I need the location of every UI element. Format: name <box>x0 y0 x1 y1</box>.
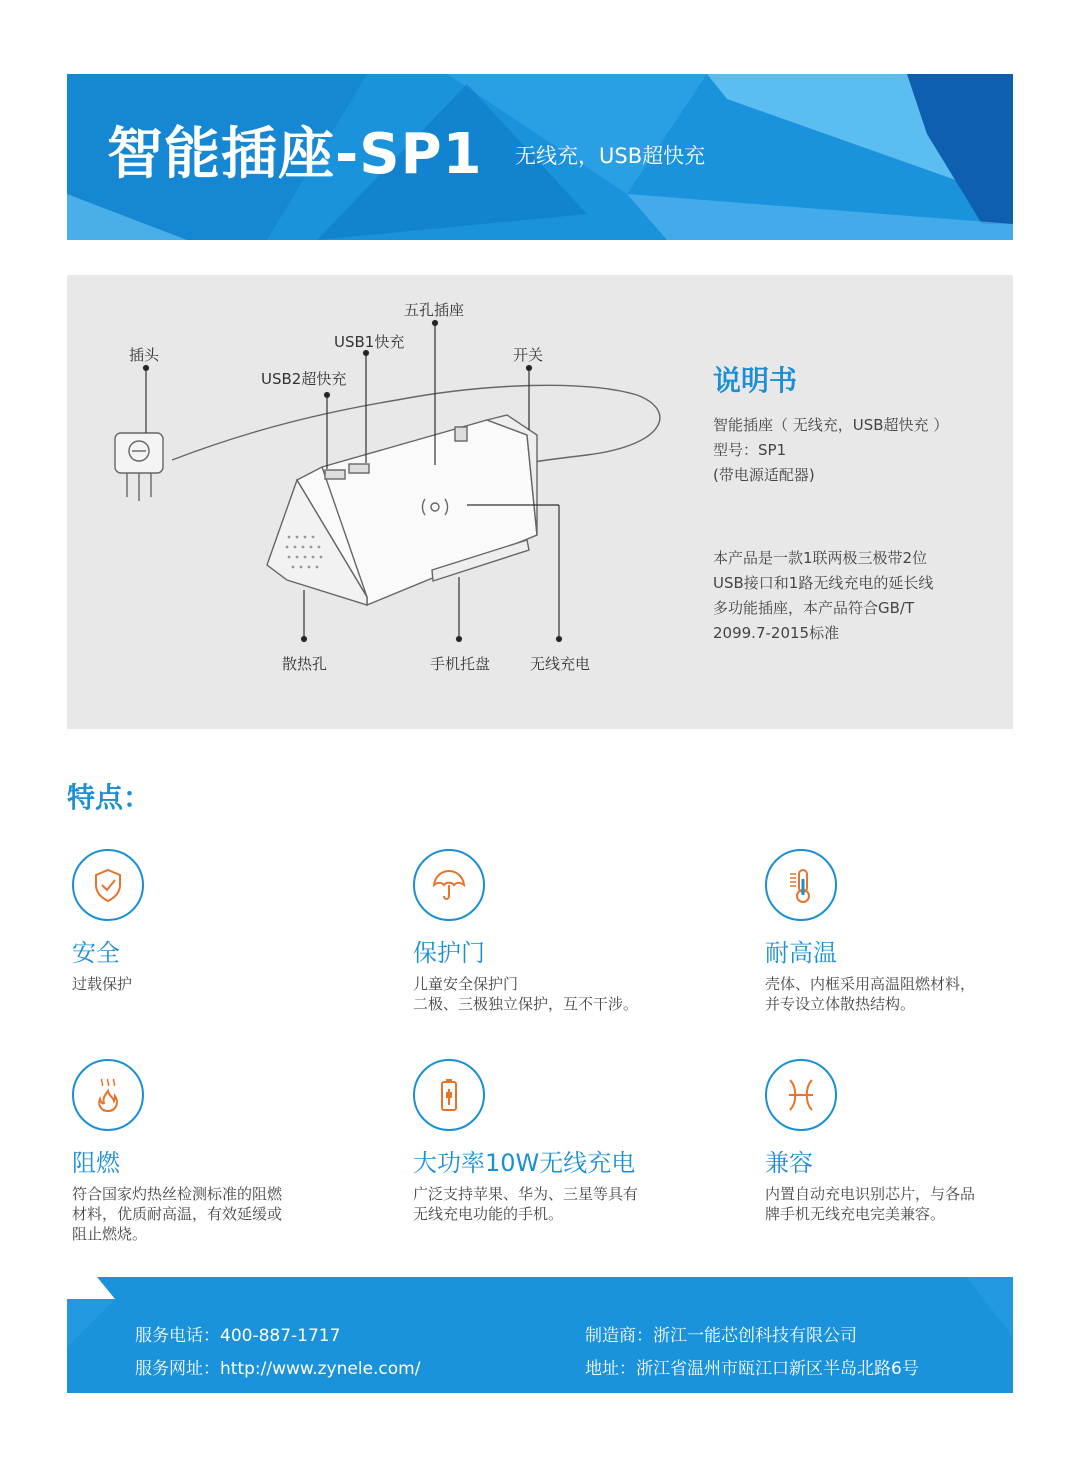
address: 地址：浙江省温州市瓯江口新区半岛北路6号 <box>585 1359 919 1379</box>
manual-description-line: 多功能插座，本产品符合GB/T <box>713 599 915 617</box>
feature-description-line: 阻止燃烧。 <box>72 1225 148 1243</box>
flame-icon <box>72 1059 144 1131</box>
manual-product-name: 智能插座（ 无线充，USB超快充 ） <box>713 416 949 434</box>
feature-description-line: 材料，优质耐高温，有效延缓或 <box>72 1205 283 1223</box>
feature-title: 兼容 <box>765 1149 813 1177</box>
feature-description-line: 二极、三极独立保护，互不干涉。 <box>413 995 639 1013</box>
feature-description <box>72 1184 372 1244</box>
feature-title: 大功率10W无线充电 <box>413 1149 636 1177</box>
battery-plug-icon <box>413 1059 485 1131</box>
label-five-hole-socket: 五孔插座 <box>404 301 465 319</box>
manual-title: 说明书 <box>713 364 798 397</box>
feature-title: 耐高温 <box>765 939 837 967</box>
label-usb1: USB1快充 <box>334 333 405 351</box>
label-switch: 开关 <box>513 346 544 364</box>
thermometer-icon <box>765 849 837 921</box>
feature-protective-door <box>413 849 713 1014</box>
product-diagram-panel <box>67 275 1013 729</box>
manufacturer: 制造商：浙江一能芯创科技有限公司 <box>585 1326 857 1346</box>
page-title: 智能插座-SP1 <box>107 122 483 187</box>
label-vent: 散热孔 <box>282 655 328 673</box>
label-usb2: USB2超快充 <box>261 370 347 388</box>
feature-description <box>765 1184 1065 1224</box>
feature-wireless-10w <box>413 1059 713 1224</box>
feature-description-line: 过载保护 <box>72 975 133 993</box>
feature-flame-retardant <box>72 1059 372 1244</box>
manual-description-line: 2099.7-2015标准 <box>713 624 840 642</box>
manual-description-line: 本产品是一款1联两极三极带2位 <box>713 549 928 567</box>
feature-title: 安全 <box>72 939 120 967</box>
label-wireless-charging: 无线充电 <box>530 655 591 673</box>
feature-description <box>72 974 372 994</box>
feature-description <box>765 974 1065 1014</box>
service-website[interactable]: 服务网址：http://www.zynele.com/ <box>135 1359 421 1379</box>
manual-description-line: USB接口和1路无线充电的延长线 <box>713 574 934 592</box>
feature-description-line: 内置自动充电识别芯片，与各品 <box>765 1185 976 1203</box>
feature-description <box>413 974 713 1014</box>
feature-description-line: 壳体、内框采用高温阻燃材料， <box>765 975 976 993</box>
feature-safety <box>72 849 372 994</box>
feature-description <box>413 1184 713 1224</box>
feature-description-line: 无线充电功能的手机。 <box>413 1205 564 1223</box>
feature-description-line: 牌手机无线充电完美兼容。 <box>765 1205 946 1223</box>
umbrella-icon <box>413 849 485 921</box>
label-phone-tray: 手机托盘 <box>430 655 491 673</box>
header-banner <box>67 74 1013 240</box>
feature-description-line: 并专设立体散热结构。 <box>765 995 916 1013</box>
manual-adapter-note: (带电源适配器) <box>713 466 815 484</box>
features-heading: 特点： <box>67 781 152 814</box>
feature-description-line: 广泛支持苹果、华为、三星等具有 <box>413 1185 639 1203</box>
feature-heat-resistant <box>765 849 1065 1014</box>
feature-title: 阻燃 <box>72 1149 120 1177</box>
compatible-icon <box>765 1059 837 1131</box>
feature-compatibility <box>765 1059 1065 1224</box>
label-plug: 插头 <box>129 346 160 364</box>
footer-banner <box>67 1277 1013 1393</box>
feature-title: 保护门 <box>413 939 485 967</box>
page-subtitle: 无线充，USB超快充 <box>515 144 706 168</box>
shield-check-icon <box>72 849 144 921</box>
manual-model: 型号：SP1 <box>713 441 787 459</box>
service-phone: 服务电话：400-887-1717 <box>135 1326 341 1346</box>
feature-description-line: 儿童安全保护门 <box>413 975 519 993</box>
feature-description-line: 符合国家灼热丝检测标准的阻燃 <box>72 1185 283 1203</box>
